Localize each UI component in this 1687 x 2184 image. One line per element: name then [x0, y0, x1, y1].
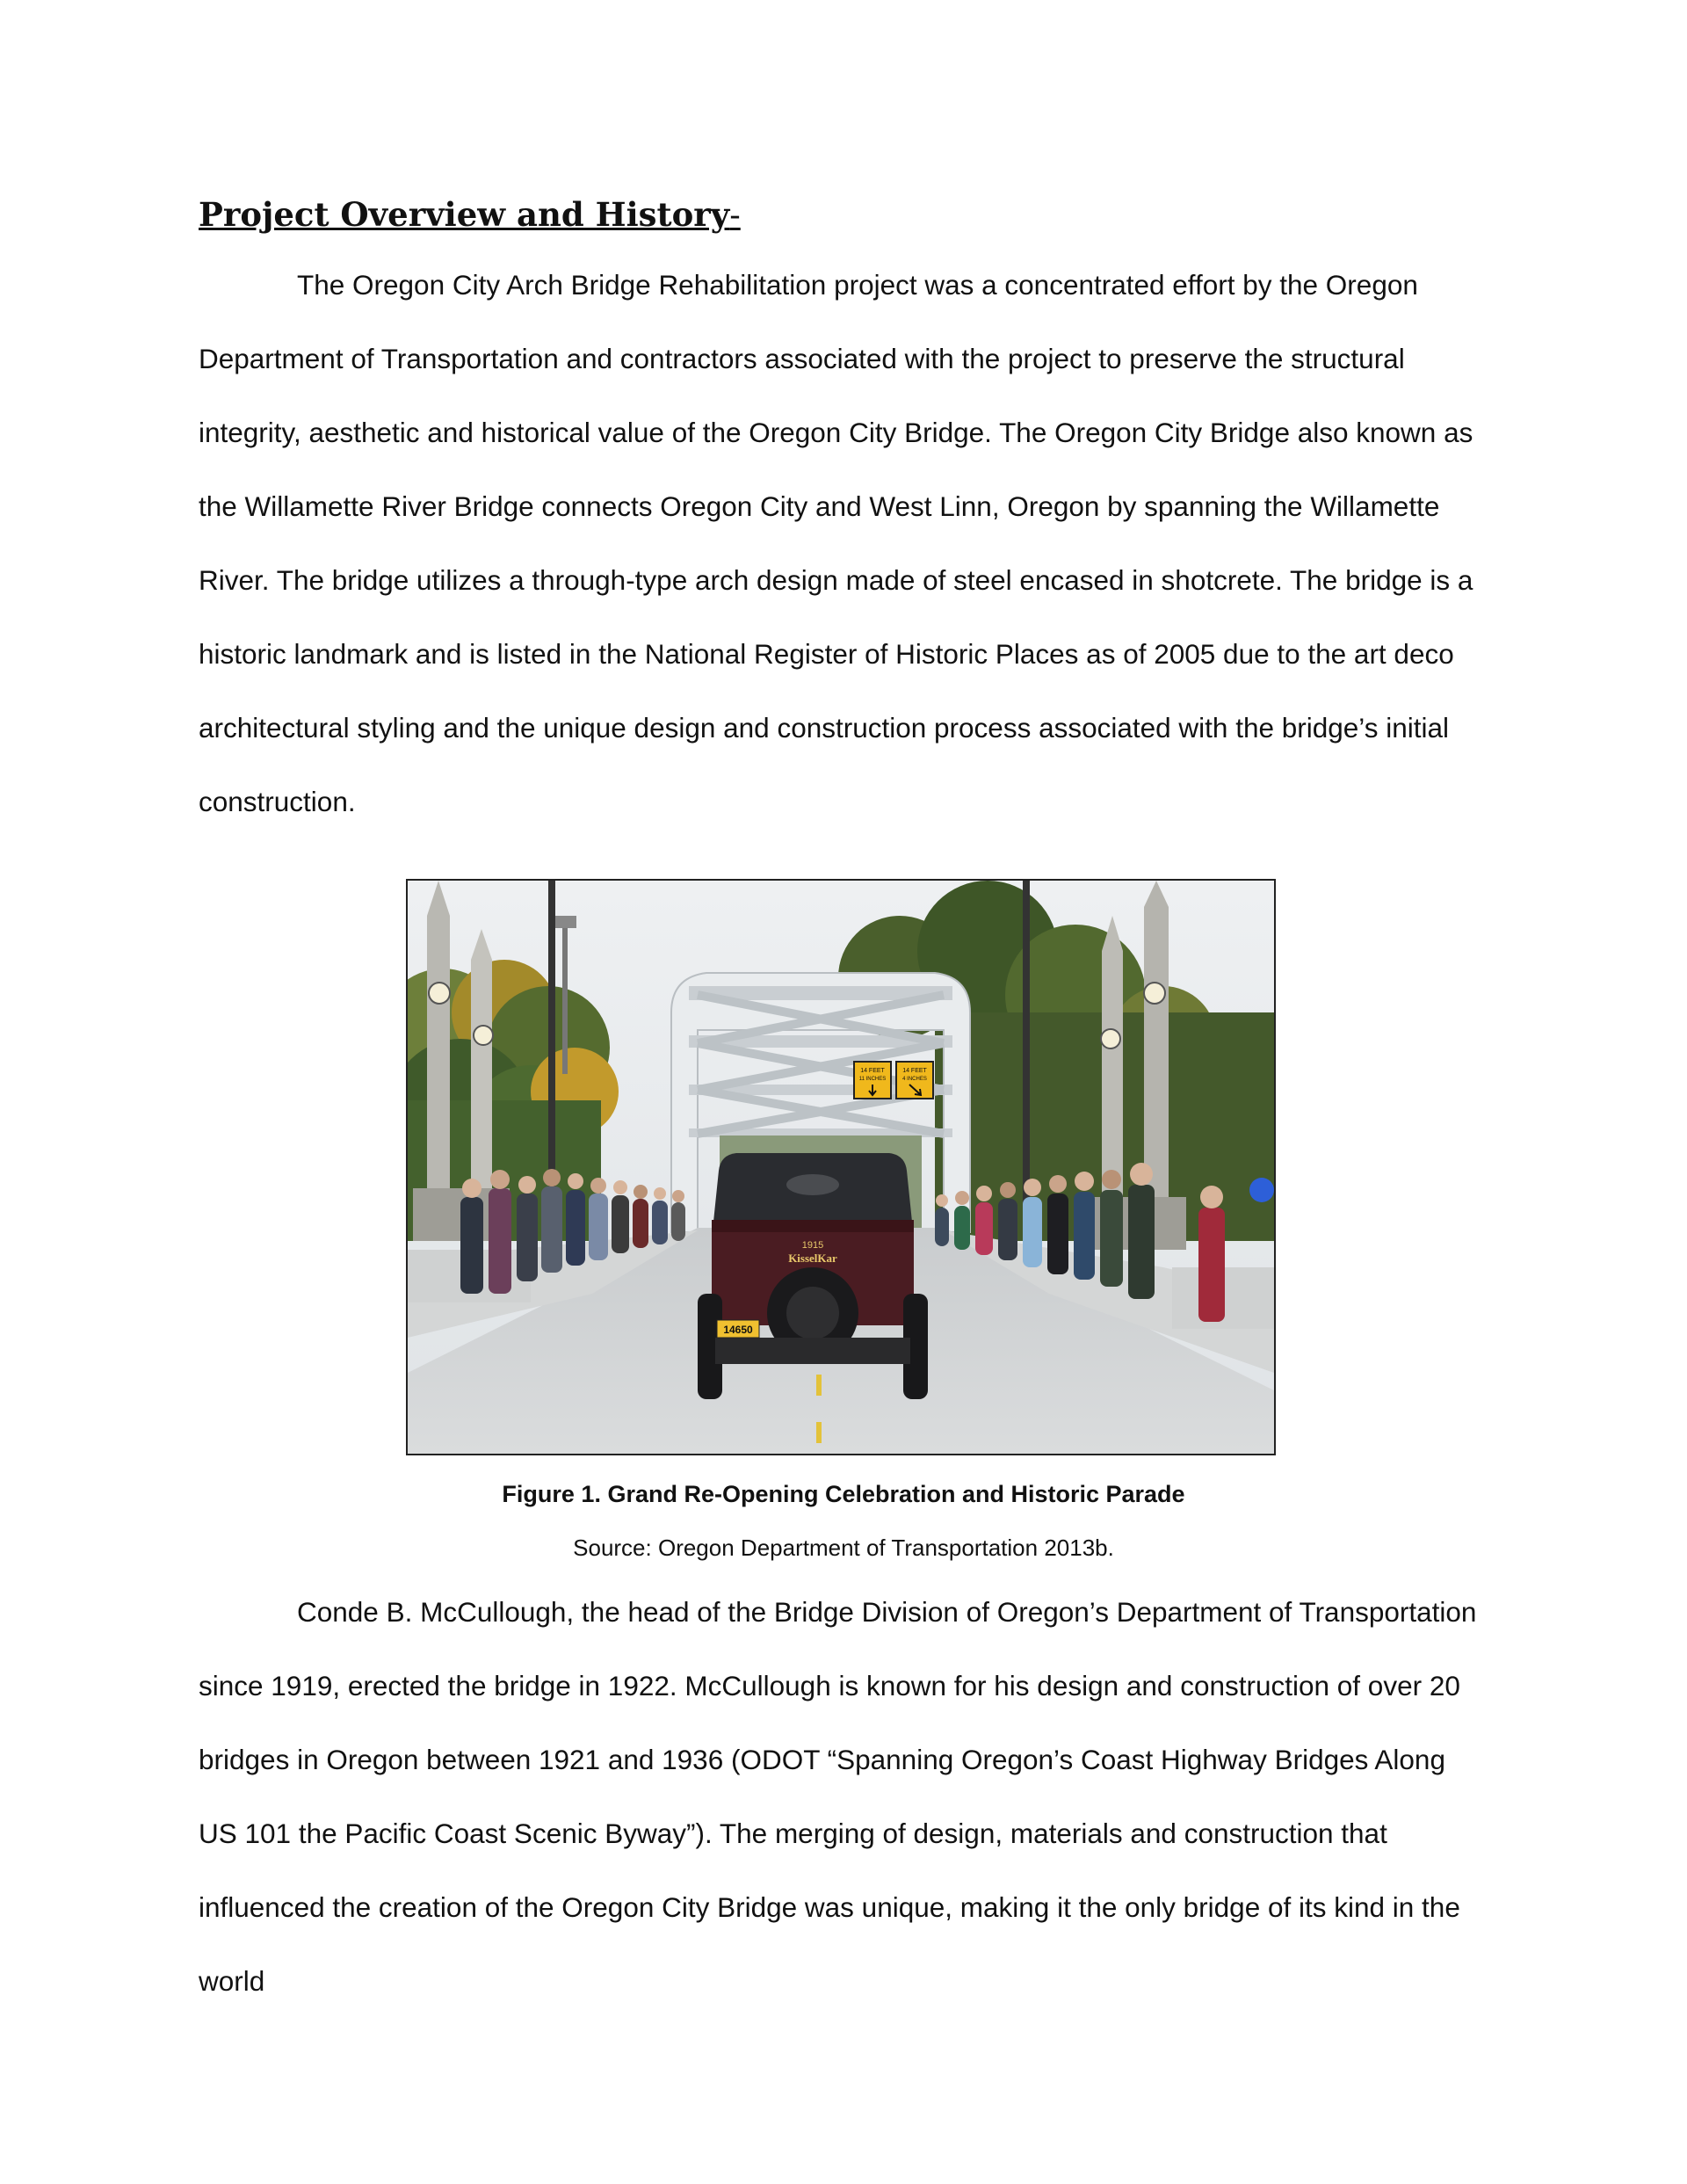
photo-illustration — [408, 881, 1274, 1454]
sign-2-line-2: 4 INCHES — [902, 1077, 927, 1082]
sign-1-line-1: 14 FEET — [860, 1068, 885, 1074]
vintage-car — [698, 1153, 928, 1399]
car-name-text: KisselKar — [788, 1252, 837, 1265]
section-heading — [199, 195, 741, 234]
figure-caption: Figure 1. Grand Re-Opening Celebration and Historic Parade — [502, 1481, 1185, 1507]
sign-1-line-2: 11 INCHES — [858, 1077, 887, 1082]
paragraph-overview — [199, 248, 1488, 838]
section-heading-suffix: - — [729, 196, 741, 234]
license-plate-text: 14650 — [723, 1324, 753, 1336]
paragraph-overview-text: The Oregon City Arch Bridge Rehabilitation project was a concentrated effort by the Oregon Department of Transportation and contractors associated with the project to preserve the structural integrity, aesthetic and historical value of the Oregon City Bridge. The Oregon City Bridge also known as the Willamette River Bridge connects Oregon City and West Linn, Oregon by spanning the Willamette River. The bridge utilizes a through-type arch design made of steel encased in shotcrete. The bridge is a historic landmark and is listed in the National Register of Historic Places as of 2005 due to the art deco architectural styling and the unique design and construction process associated with the bridge’s initial construction. — [199, 269, 1473, 817]
car-year-text: 1915 — [801, 1240, 824, 1251]
paragraph-mccullough-text: Conde B. McCullough, the head of the Bridge Division of Oregon’s Department of Transportation since 1919, erected the bridge in 1922. McCullough is known for his design and construction of over 20 bridges in Oregon between 1921 and 1936 (ODOT “Spanning Oregon’s Coast Highway Bridges Along US 101 the Pacific Coast Scenic Byway”). The merging of design, materials and construction that influenced the creation of the Oregon City Bridge was unique, making it the only bridge of its kind in the world — [199, 1596, 1477, 1997]
sign-2-line-1: 14 FEET — [902, 1068, 927, 1074]
section-heading-title: Project Overview and History — [199, 195, 730, 234]
bridge-parade-photo — [406, 879, 1276, 1455]
figure-source: Source: Oregon Department of Transportation 2013b. — [573, 1535, 1114, 1561]
paragraph-mccullough — [199, 1575, 1488, 2018]
